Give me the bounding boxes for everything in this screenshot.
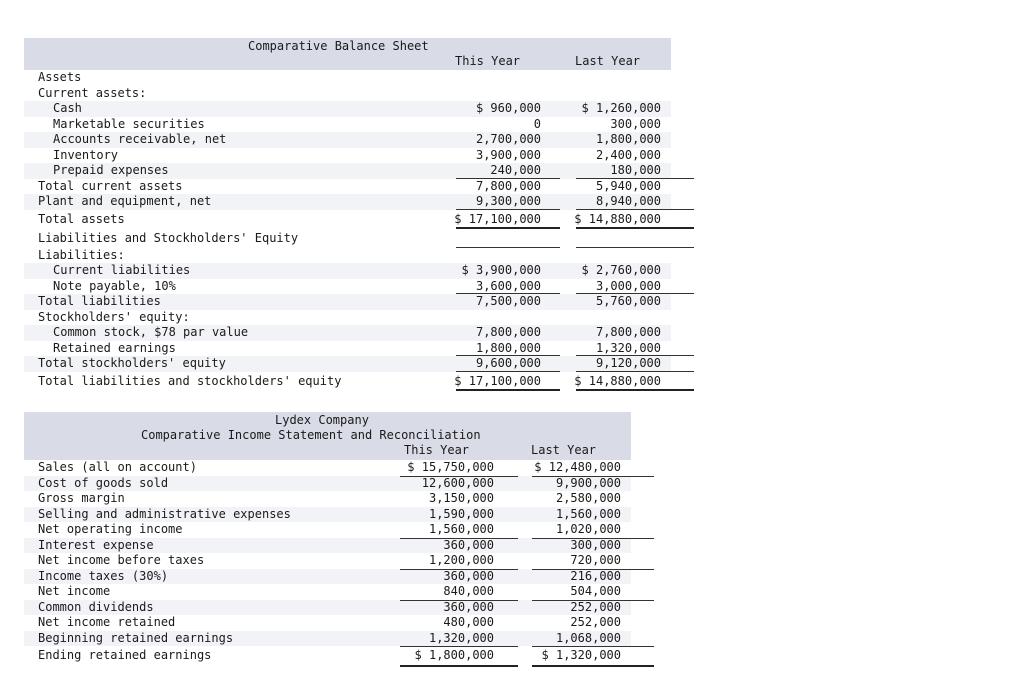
is-col-last-year: Last Year <box>531 443 597 457</box>
row-label: Interest expense <box>38 537 154 552</box>
income-statement-rows <box>24 460 631 665</box>
value-this-year: 240,000 <box>490 163 541 177</box>
value-this-year: 9,600,000 <box>475 356 541 370</box>
value-this-year: 1,320,000 <box>428 630 494 645</box>
row-label: Total liabilities and stockholders' equity <box>38 373 342 388</box>
value-this-year: 360,000 <box>443 599 494 614</box>
value-last-year: 1,560,000 <box>555 506 621 521</box>
balance-sheet <box>24 38 671 391</box>
company-name: Lydex Company <box>275 413 369 427</box>
value-last-year: 300,000 <box>570 537 621 552</box>
balance-row <box>24 194 671 210</box>
balance-row <box>24 179 671 195</box>
income-row <box>24 507 631 523</box>
row-label: Gross margin <box>38 491 125 505</box>
income-statement-title: Comparative Income Statement and Reconciliation <box>141 428 481 442</box>
balance-row <box>24 163 671 179</box>
income-row <box>24 460 631 476</box>
row-label: Net income retained <box>38 615 176 629</box>
row-label: Ending retained earnings <box>38 648 212 662</box>
balance-row <box>24 341 671 357</box>
value-last-year: 5,940,000 <box>595 178 661 193</box>
row-label: Net operating income <box>38 522 183 536</box>
value-this-year: $ 960,000 <box>475 101 541 115</box>
income-statement-header <box>24 412 631 460</box>
row-label: Plant and equipment, net <box>38 194 212 208</box>
balance-row <box>24 372 671 391</box>
underline-rule <box>400 538 518 539</box>
value-this-year: 7,500,000 <box>475 294 541 308</box>
value-last-year: 720,000 <box>570 553 621 567</box>
balance-row <box>24 86 671 102</box>
value-this-year: 2,700,000 <box>475 132 541 146</box>
value-last-year: 252,000 <box>570 599 621 614</box>
row-label: Prepaid expenses <box>53 163 169 177</box>
row-label: Total stockholders' equity <box>38 356 226 370</box>
underline-rule <box>400 600 518 601</box>
income-row <box>24 476 631 492</box>
is-col-this-year: This Year <box>404 443 470 457</box>
value-this-year: 3,900,000 <box>475 147 541 162</box>
balance-row <box>24 356 671 372</box>
value-this-year: 1,200,000 <box>428 553 494 567</box>
balance-row <box>24 248 671 264</box>
underline-rule <box>532 646 654 647</box>
underline-rule <box>532 569 654 570</box>
income-statement <box>24 412 631 665</box>
value-last-year: 7,800,000 <box>595 325 661 339</box>
row-label: Cash <box>53 101 82 115</box>
value-last-year: $ 2,760,000 <box>581 263 661 277</box>
value-this-year: 480,000 <box>443 615 494 629</box>
row-label: Beginning retained earnings <box>38 630 234 645</box>
row-label: Current assets: <box>38 85 147 100</box>
income-row <box>24 584 631 600</box>
row-label: Current liabilities <box>53 263 191 277</box>
value-this-year: 0 <box>533 116 541 131</box>
value-last-year: 9,900,000 <box>555 475 621 490</box>
balance-row <box>24 229 671 248</box>
value-last-year: 504,000 <box>570 584 621 598</box>
value-last-year: 1,020,000 <box>555 522 621 536</box>
underline-rule <box>400 569 518 570</box>
value-this-year: 7,800,000 <box>475 325 541 339</box>
balance-sheet-title: Comparative Balance Sheet <box>248 39 429 53</box>
row-label: Common stock, $78 par value <box>53 325 249 339</box>
value-this-year: 360,000 <box>443 537 494 552</box>
income-row <box>24 538 631 554</box>
income-row <box>24 615 631 631</box>
value-last-year: $ 14,880,000 <box>574 373 661 388</box>
balance-row <box>24 70 671 86</box>
balance-row <box>24 101 671 117</box>
value-last-year: 8,940,000 <box>595 194 661 208</box>
value-this-year: 360,000 <box>443 568 494 583</box>
value-last-year: 216,000 <box>570 568 621 583</box>
value-this-year: 3,150,000 <box>428 491 494 505</box>
value-this-year: 840,000 <box>443 584 494 598</box>
underline-rule <box>400 476 518 477</box>
row-label: Common dividends <box>38 599 154 614</box>
row-label: Inventory <box>53 147 119 162</box>
underline-rule <box>532 600 654 601</box>
value-last-year: 2,400,000 <box>595 147 661 162</box>
balance-sheet-rows <box>24 70 671 391</box>
income-row <box>24 600 631 616</box>
row-label: Net income <box>38 584 111 598</box>
row-label: Marketable securities <box>53 116 205 131</box>
row-label: Income taxes (30%) <box>38 568 169 583</box>
value-this-year: 12,600,000 <box>421 475 494 490</box>
balance-row <box>24 263 671 279</box>
value-this-year: $ 3,900,000 <box>461 263 541 277</box>
underline-rule <box>400 646 518 647</box>
value-this-year: 9,300,000 <box>475 194 541 208</box>
col-this-year: This Year <box>455 54 521 68</box>
row-label: Total liabilities <box>38 294 161 308</box>
balance-sheet-header <box>24 38 671 70</box>
balance-row <box>24 294 671 310</box>
row-label: Liabilities: <box>38 247 125 262</box>
balance-row <box>24 310 671 326</box>
col-last-year: Last Year <box>575 54 641 68</box>
income-row <box>24 569 631 585</box>
income-row <box>24 631 631 647</box>
value-last-year: 1,800,000 <box>595 132 661 146</box>
row-label: Sales (all on account) <box>38 460 197 474</box>
balance-row <box>24 325 671 341</box>
double-underline-rule <box>532 665 654 667</box>
balance-row <box>24 210 671 229</box>
value-this-year: $ 17,100,000 <box>454 211 541 226</box>
value-last-year: 252,000 <box>570 615 621 629</box>
value-this-year: 1,590,000 <box>428 506 494 521</box>
value-this-year: 1,560,000 <box>428 522 494 536</box>
value-this-year: $ 15,750,000 <box>407 460 494 474</box>
row-label: Selling and administrative expenses <box>38 506 291 521</box>
row-label: Net income before taxes <box>38 553 205 567</box>
underline-rule <box>456 389 560 391</box>
value-this-year: 7,800,000 <box>475 178 541 193</box>
row-label: Liabilities and Stockholders' Equity <box>38 230 299 245</box>
row-label: Stockholders' equity: <box>38 309 190 324</box>
income-row <box>24 491 631 507</box>
value-last-year: $ 1,260,000 <box>581 101 661 115</box>
value-this-year: 1,800,000 <box>475 340 541 355</box>
underline-rule <box>576 389 694 391</box>
value-last-year: 1,068,000 <box>555 630 621 645</box>
row-label: Total assets <box>38 211 125 226</box>
row-label: Total current assets <box>38 178 183 193</box>
value-last-year: 1,320,000 <box>595 340 661 355</box>
value-this-year: $ 1,800,000 <box>414 648 494 662</box>
row-label: Retained earnings <box>53 340 176 355</box>
value-last-year: 300,000 <box>610 116 661 131</box>
value-last-year: 5,760,000 <box>595 294 661 308</box>
row-label: Assets <box>38 70 82 84</box>
underline-rule <box>532 538 654 539</box>
underline-rule <box>532 476 654 477</box>
value-last-year: 180,000 <box>610 163 661 177</box>
income-row <box>24 646 631 665</box>
income-row <box>24 553 631 569</box>
value-last-year: $ 14,880,000 <box>574 211 661 226</box>
value-last-year: 9,120,000 <box>595 356 661 370</box>
value-last-year: $ 12,480,000 <box>534 460 621 474</box>
value-this-year: $ 17,100,000 <box>454 373 541 388</box>
double-underline-rule <box>400 665 518 667</box>
balance-row <box>24 117 671 133</box>
row-label: Accounts receivable, net <box>53 132 227 146</box>
value-last-year: 3,000,000 <box>595 278 661 293</box>
value-last-year: $ 1,320,000 <box>541 648 621 662</box>
value-last-year: 2,580,000 <box>555 491 621 505</box>
income-row <box>24 522 631 538</box>
balance-row <box>24 132 671 148</box>
balance-row <box>24 148 671 164</box>
row-label: Cost of goods sold <box>38 475 169 490</box>
balance-row <box>24 279 671 295</box>
row-label: Note payable, 10% <box>53 278 176 293</box>
value-this-year: 3,600,000 <box>475 278 541 293</box>
